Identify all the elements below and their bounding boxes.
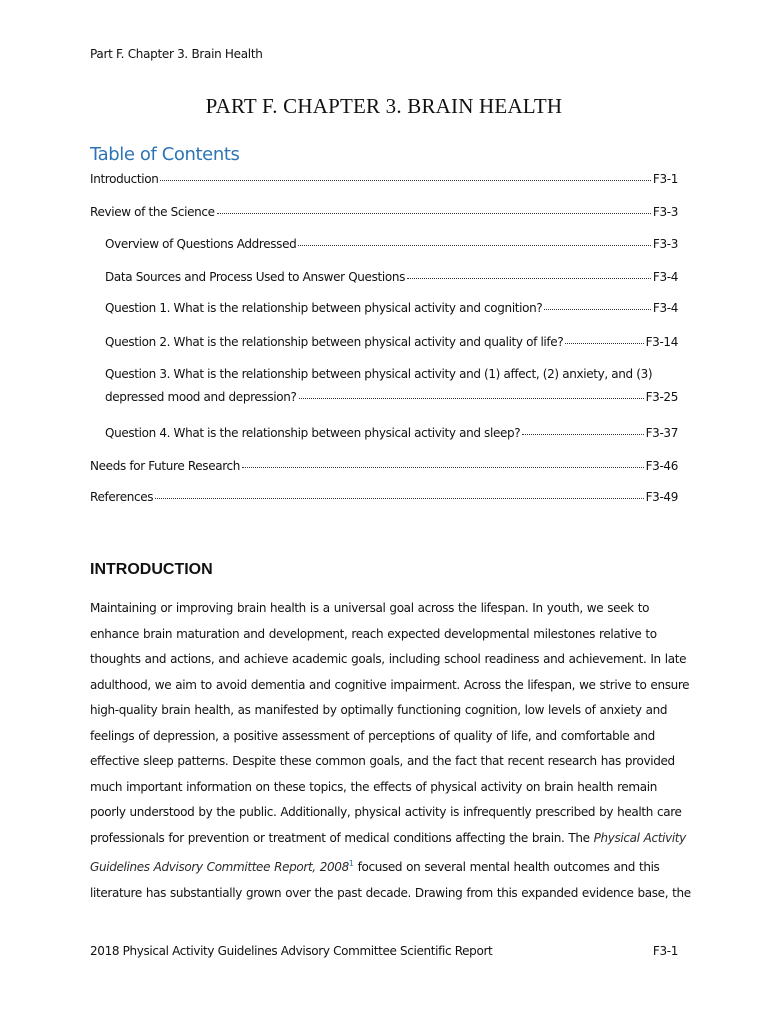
dot-leader [155, 490, 643, 499]
paragraph-line: feelings of depression, a positive assessment of perceptions of quality of life, and comfortable and [90, 728, 655, 743]
toc-entry-label-line2: depressed mood and depression? [105, 390, 297, 404]
toc-entry-label: Question 1. What is the relationship between physical activity and cognition? [105, 301, 543, 315]
toc-entry-page: F3-1 [652, 172, 678, 186]
toc-entry-label: Overview of Questions Addressed [105, 237, 297, 251]
dot-leader [407, 270, 651, 279]
section-heading-introduction: INTRODUCTION [90, 561, 213, 578]
report-title-italic: Physical Activity [593, 830, 686, 845]
toc-entry-page: F3-4 [652, 270, 678, 284]
toc-heading: Table of Contents [90, 144, 240, 165]
toc-entry-overview-of-questions[interactable] [105, 237, 678, 251]
toc-entry-page: F3-3 [652, 205, 678, 219]
chapter-title: PART F. CHAPTER 3. BRAIN HEALTH [205, 94, 563, 118]
dot-leader [160, 172, 650, 181]
paragraph-line: adulthood, we aim to avoid dementia and cognitive impairment. Across the lifespan, we strive to ensure [90, 677, 690, 692]
dot-leader [544, 301, 650, 310]
footer-page-number: F3-1 [652, 944, 678, 958]
running-header: Part F. Chapter 3. Brain Health [90, 47, 263, 61]
paragraph-line: enhance brain maturation and development, reach expected developmental milestones relative to [90, 626, 657, 641]
paragraph-line: literature has substantially grown over the past decade. Drawing from this expanded evidence base, the [90, 885, 691, 900]
toc-entry-page: F3-49 [645, 490, 678, 504]
toc-entry-introduction[interactable] [90, 172, 678, 186]
dot-leader [217, 205, 651, 214]
page-footer [90, 944, 678, 958]
paragraph-line: high-quality brain health, as manifested by optimally functioning cognition, low levels of anxiety and [90, 703, 668, 717]
toc-entry-label: Question 2. What is the relationship between physical activity and quality of life? [105, 335, 564, 349]
toc-entry-label: Review of the Science [90, 205, 215, 219]
toc-entry-page: F3-37 [645, 426, 678, 440]
dot-leader [522, 426, 643, 435]
toc-entry-question-4[interactable] [105, 426, 678, 440]
paragraph-line [90, 851, 680, 881]
toc-entry-review-of-the-science[interactable] [90, 205, 678, 219]
toc-entry-page: F3-4 [652, 301, 678, 315]
toc-entry-page: F3-25 [645, 390, 678, 404]
dot-leader [565, 335, 643, 344]
introduction-paragraph [90, 596, 691, 906]
text-span: focused on several mental health outcomes and this [353, 860, 660, 874]
toc-entry-label: Question 4. What is the relationship between physical activity and sleep? [105, 426, 521, 440]
toc-entry-label-line1: Question 3. What is the relationship between physical activity and (1) affect, (2) anxiety, and (3) [105, 367, 653, 381]
text-span: professionals for prevention or treatment of medical conditions affecting the brain. The [90, 830, 594, 845]
toc-entry-line2 [105, 390, 678, 404]
dot-leader [298, 237, 651, 246]
toc-entry-label: Needs for Future Research [90, 459, 241, 473]
toc-entry-data-sources[interactable] [105, 270, 678, 284]
paragraph-line [90, 826, 686, 852]
paragraph-line: Maintaining or improving brain health is a universal goal across the lifespan. In youth, we seek to [90, 601, 650, 615]
toc-entry-question-1[interactable] [105, 301, 678, 315]
footnote-reference-link[interactable]: 1 [348, 859, 354, 868]
paragraph-line: much important information on these topics, the effects of physical activity on brain health remain [90, 779, 658, 794]
paragraph-line: poorly understood by the public. Additionally, physical activity is infrequently prescribed by health care [90, 805, 682, 819]
toc-entry-label: References [90, 490, 154, 504]
footer-report-title: 2018 Physical Activity Guidelines Advisory Committee Scientific Report [90, 944, 493, 958]
toc-entry-question-2[interactable] [105, 335, 678, 349]
toc-entry-page: F3-14 [645, 335, 678, 349]
toc-entry-label: Introduction [90, 172, 159, 186]
paragraph-line: thoughts and actions, and achieve academic goals, including school readiness and achievement. In late [90, 652, 687, 666]
toc-entry-references[interactable] [90, 490, 678, 504]
toc-entry-page: F3-3 [652, 237, 678, 251]
paragraph-line: effective sleep patterns. Despite these common goals, and the fact that recent research has provided [90, 754, 675, 768]
toc-entry-label: Data Sources and Process Used to Answer Questions [105, 270, 405, 284]
toc-entry-page: F3-46 [645, 459, 678, 473]
toc-entry-question-3[interactable] [105, 367, 678, 404]
dot-leader [242, 459, 644, 468]
report-title-italic: Guidelines Advisory Committee Report, 2008 [90, 860, 349, 874]
dot-leader [299, 390, 644, 399]
toc-entry-needs-for-future-research[interactable] [90, 459, 678, 473]
